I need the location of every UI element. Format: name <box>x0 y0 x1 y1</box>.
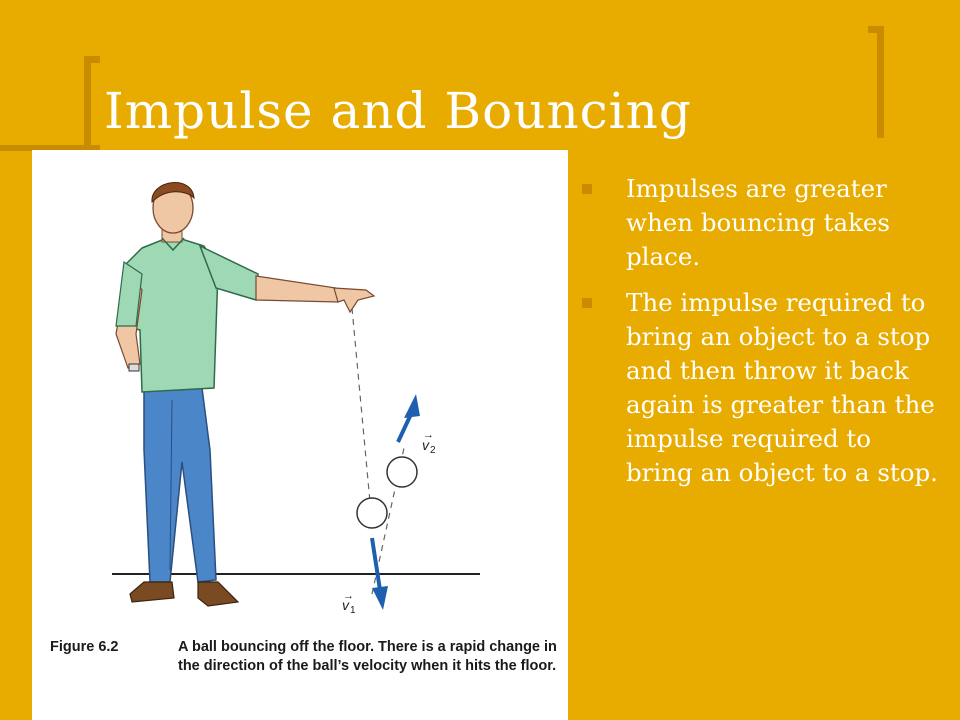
person-figure <box>116 183 374 606</box>
bullet-item <box>580 286 940 490</box>
label-v1 <box>342 590 356 616</box>
svg-text:→: → <box>423 429 434 441</box>
figure-caption <box>50 638 560 676</box>
label-v2 <box>422 429 436 456</box>
label-v1-letter: v <box>342 597 349 613</box>
bullet-list <box>580 172 940 502</box>
svg-text:→: → <box>343 590 354 602</box>
ball-falling <box>357 498 387 528</box>
label-v2-letter: v <box>422 437 429 453</box>
fall-path <box>352 308 370 502</box>
bullet-text: Impulses are greater when bouncing takes place. <box>626 174 890 271</box>
bullet-marker-icon <box>582 298 592 308</box>
figure-caption-text: A ball bouncing off the floor. There is a rapid change in the direction of the ball’s velocity when it hits the floor. <box>178 639 557 675</box>
figure-number: Figure 6.2 <box>50 639 119 655</box>
label-v1-subscript: 1 <box>350 605 356 616</box>
bullet-item <box>580 172 940 274</box>
bullet-text: The impulse required to bring an object to a stop and then throw it back again is greater than the impulse required to bring an object to a stop. <box>626 288 938 487</box>
bouncing-ball-illustration <box>32 150 568 720</box>
slide-title: Impulse and Bouncing <box>104 82 692 140</box>
right-bracket-decoration <box>868 26 884 138</box>
figure-panel <box>32 150 568 720</box>
left-bracket-decoration <box>84 56 100 152</box>
velocity-arrow-v2 <box>398 394 420 442</box>
label-v2-subscript: 2 <box>430 445 436 456</box>
bullet-marker-icon <box>582 184 592 194</box>
ball-rising <box>387 457 417 487</box>
